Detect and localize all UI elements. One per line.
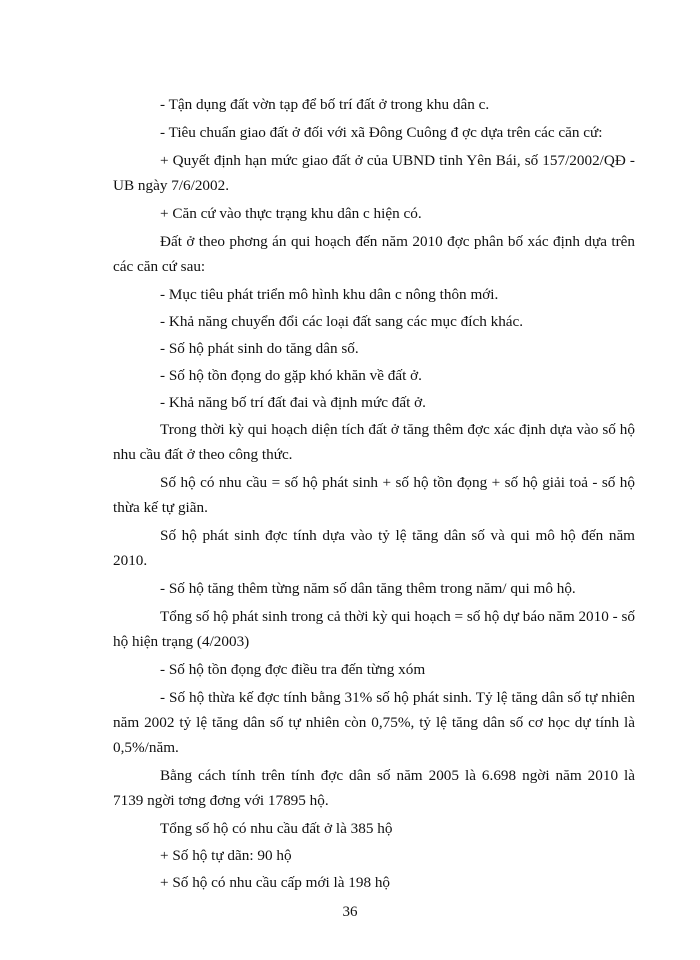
paragraph: + Quyết định hạn mức giao đất ở của UBND tỉnh Yên Bái, số 157/2002/QĐ - UB ngày 7/6/2002. xyxy=(113,152,635,194)
paragraph: - Tiêu chuẩn giao đất ở đối với xã Đông Cuông đ ợc dựa trên các căn cứ: xyxy=(160,124,603,141)
paragraph: Bằng cách tính trên tính đợc dân số năm 2005 là 6.698 ngời năm 2010 là 7139 ngời tơng đơng với 17895 hộ. xyxy=(113,767,635,809)
paragraph: - Số hộ tồn đọng do gặp khó khăn về đất ở. xyxy=(160,367,422,384)
paragraph: + Số hộ tự dãn: 90 hộ xyxy=(160,847,292,864)
paragraph: - Mục tiêu phát triển mô hình khu dân c nông thôn mới. xyxy=(160,286,499,303)
paragraph: + Số hộ có nhu cầu cấp mới là 198 hộ xyxy=(160,874,391,891)
paragraph: + Căn cứ vào thực trạng khu dân c hiện có. xyxy=(160,205,422,222)
paragraph: - Số hộ tồn đọng đợc điều tra đến từng xóm xyxy=(160,661,426,678)
page-number: 36 xyxy=(342,904,358,920)
paragraph: - Số hộ thừa kế đợc tính bằng 31% số hộ phát sinh. Tỷ lệ tăng dân số tự nhiên năm 2002 tỷ lệ tăng dân số tự nhiên còn 0,75%, tỷ lệ tăng dân số cơ học dự tính là 0,5%/năm. xyxy=(113,689,635,756)
paragraph: - Số hộ tăng thêm từng năm số dân tăng thêm trong năm/ qui mô hộ. xyxy=(160,580,576,597)
paragraph: - Tận dụng đất vờn tạp để bố trí đất ở trong khu dân c. xyxy=(160,96,490,113)
paragraph: Đất ở theo phơng án qui hoạch đến năm 2010 đợc phân bố xác định dựa trên các căn cứ sau: xyxy=(113,233,635,275)
paragraph: - Khả năng chuyển đổi các loại đất sang các mục đích khác. xyxy=(160,313,524,330)
paragraph: - Số hộ phát sinh do tăng dân số. xyxy=(160,340,359,357)
paragraph: Tổng số hộ có nhu cầu đất ở là 385 hộ xyxy=(160,820,393,837)
paragraph: Trong thời kỳ qui hoạch diện tích đất ở tăng thêm đợc xác định dựa vào số hộ nhu cầu đất ở theo công thức. xyxy=(113,421,635,463)
paragraph: - Khả năng bố trí đất đai và định mức đất ở. xyxy=(160,394,426,411)
paragraph: Số hộ có nhu cầu = số hộ phát sinh + số hộ tồn đọng + số hộ giải toả - số hộ thừa kế tự giãn. xyxy=(113,474,635,516)
document-body xyxy=(113,92,635,897)
paragraph: Tổng số hộ phát sinh trong cả thời kỳ qui hoạch = số hộ dự báo năm 2010 - số hộ hiện trạng (4/2003) xyxy=(113,608,635,650)
paragraph: Số hộ phát sinh đợc tính dựa vào tỷ lệ tăng dân số và qui mô hộ đến năm 2010. xyxy=(113,527,635,569)
